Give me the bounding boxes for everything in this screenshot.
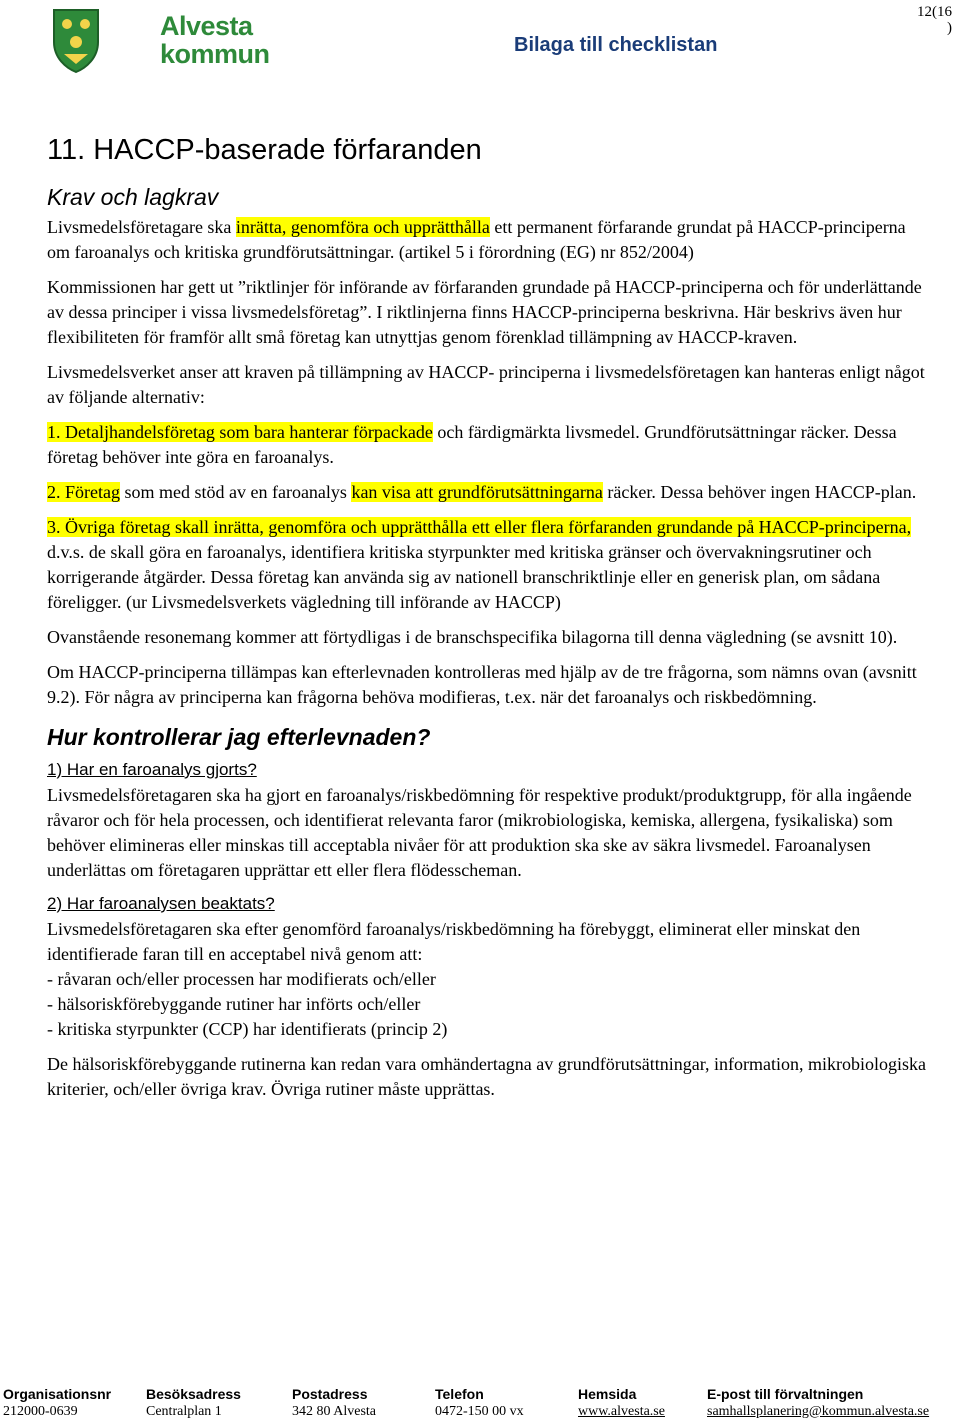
q2-line: - råvaran och/eller processen har modifierats och/eller <box>47 969 436 989</box>
paragraph-efterlevnad: Om HACCP-principerna tillämpas kan efterlevnaden kontrolleras med hjälp av de tre frågorna, som nämns ovan (avsnitt 9.2). För några av principerna kan frågorna behöva modifieras, t.ex. när det faroanalys och riskbedömning. <box>47 662 917 707</box>
q2-line: - kritiska styrpunkter (CCP) har identifierats (princip 2) <box>47 1019 448 1039</box>
question-2: 2) Har faroanalysen beaktats? <box>47 894 275 913</box>
footer-website: Hemsida www.alvesta.se <box>578 1386 665 1419</box>
footer <box>0 1383 960 1422</box>
krav-heading: Krav och lagkrav <box>47 184 219 210</box>
document-header-title: Bilaga till checklistan <box>514 34 718 56</box>
paragraph-riktlinjer: Kommissionen har gett ut ”riktlinjer för införande av förfaranden grundade på HACCP-principerna och för underlättande av dessa principer i vissa livsmedelsföretag”. I riktlinjerna finns HACCP-principerna beskrivna. Här beskrivs även hur flexibiliteten för framför allt små företag kan utnyttjas genom förenklad tillämpning av HACCP-kraven. <box>47 277 922 347</box>
alternative-2: 2. Företag som med stöd av en faroanalys kan visa att grundförutsättningarna räcker. Dessa behöver ingen HACCP-plan. <box>47 482 917 502</box>
section-title: 11. HACCP-baserade förfaranden <box>47 134 482 166</box>
alternative-3: 3. Övriga företag skall inrätta, genomföra och upprätthålla ett eller flera förfaranden grundande på HACCP-principerna, d.v.s. de skall göra en faroanalys, identifiera kritiska styrpunkter med kritiska gränser och övervakningsrutiner och korrigerande åtgärder. Dessa företag kan använda sig av nationell branschriktlinje eller en generisk plan, om sådana föreligger. (ur Livsmedelsverkets vägledning till införande av HACCP) <box>47 517 912 612</box>
question-2-text <box>47 917 927 1042</box>
paragraph-krav: Livsmedelsföretagare ska inrätta, genomföra och upprätthålla ett permanent förfarande grundat på HACCP-principerna om faroanalys och kritiska grundförutsättningar. (artikel 5 i förordning (EG) nr 852/2004) <box>47 217 906 262</box>
paragraph-ovanstaende: Ovanstående resonemang kommer att förtydligas i de branschspecifika bilagorna till denna vägledning (se avsnitt 10). <box>47 627 898 647</box>
footer-email: E-post till förvaltningen samhallsplanering@kommun.alvesta.se <box>707 1386 930 1419</box>
question-1-text: Livsmedelsföretagaren ska ha gjort en faroanalys/riskbedömning för respektive produkt/produktgrupp, för alla ingående råvaror och för hela processen, och identifierat relevanta faror (mikrobiologiska, kemiska, allergena, fysikaliska) som behöver elimineras eller minskas till acceptabla nivåer för att produktion ska ske av säkra livsmedel. Faroanalysen underlättas om företagaren upprättar ett eller flera flödesscheman. <box>47 785 912 880</box>
alternative-1: 1. Detaljhandelsföretag som bara hanterar förpackade och färdigmärkta livsmedel. Grundförutsättningar räcker. Dessa företag behöver inte göra en faroanalys. <box>47 422 897 467</box>
coat-of-arms-icon <box>50 6 102 74</box>
footer-org: Organisationsnr 212000-0639 <box>3 1386 112 1419</box>
question-2-text-2: De hälsoriskförebyggande rutinerna kan redan vara omhändertagna av grundförutsättningar, information, mikrobiologiska kriterier, och/eller övriga krav. Övriga rutiner måste upprättas. <box>47 1054 927 1099</box>
footer-visit-address: Besöksadress Centralplan 1 <box>146 1386 241 1419</box>
footer-phone: Telefon 0472-150 00 vx <box>435 1386 524 1419</box>
website-link[interactable]: www.alvesta.se <box>578 1404 665 1419</box>
paragraph-alternativ: Livsmedelsverket anser att kraven på tillämpning av HACCP- principerna i livsmedelsföretagen kan hanteras enligt något av följande alternativ: <box>47 362 925 407</box>
q2-line: Livsmedelsföretagaren ska efter genomförd faroanalys/riskbedömning ha förebyggt, eliminerat eller minskat den identifierade faran till en acceptabel nivå genom att: <box>47 919 861 964</box>
email-link[interactable]: samhallsplanering@kommun.alvesta.se <box>707 1404 930 1419</box>
alvesta-logo <box>50 6 270 76</box>
logo-wordmark: Alvesta kommun <box>160 11 270 69</box>
question-1: 1) Har en faroanalys gjorts? <box>47 760 257 779</box>
page-number: 12(16 ) <box>917 4 952 36</box>
main-content <box>47 134 927 1112</box>
hur-heading: Hur kontrollerar jag efterlevnaden? <box>47 724 431 750</box>
footer-postal-address: Postadress 342 80 Alvesta <box>292 1386 376 1419</box>
q2-line: - hälsoriskförebyggande rutiner har införts och/eller <box>47 994 421 1014</box>
